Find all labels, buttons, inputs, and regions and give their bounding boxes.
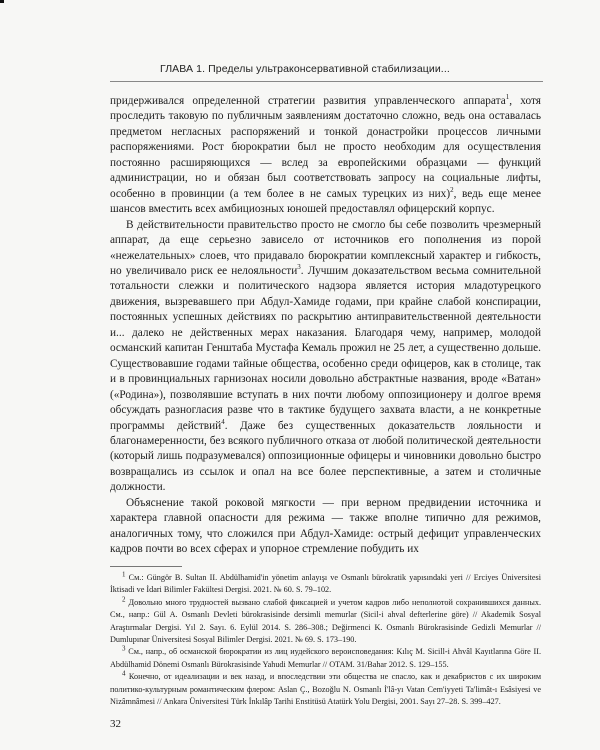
page-number: 32 xyxy=(110,718,121,730)
footnote-2 xyxy=(110,597,541,647)
paragraph-1 xyxy=(110,94,541,218)
footnote-ref-1[interactable]: 1 xyxy=(505,93,510,102)
footnote-ref-3[interactable]: 3 xyxy=(297,263,301,272)
footnote-number: 1 xyxy=(122,570,126,579)
footnote-text: См., напр., об османской бюрократии из лиц иудейского вероисповедания: Kılıç M. Sicill-i Ahvâl Kayıtlarına Göre II. Abdülhamid Dönemi Osmanlı Bürokrasisinde Yahudi Memurlar // OTAM. 31/Bahar 2012. S. 129–155. xyxy=(110,647,542,669)
footnotes xyxy=(110,572,541,708)
paragraph-1-part-c: , ведь еще менее шансов вместить всех амбициозных юношей предоставлял офицерский корпус. xyxy=(110,187,542,216)
footnote-ref-4[interactable]: 4 xyxy=(221,417,225,426)
paragraph-2-part-a: В действительности правительство просто не смогло бы себе позволить чрезмерный аппарат, да еще серьезно зависело от источников его пополнения из порой «нежелательных» слоев, что придавало бюрократии комплексный характер и гибкость, но увеличивало риск ее нелояльности xyxy=(110,218,541,277)
paragraph-3: Объяснение такой роковой мягкости — при верном предвидении источника и характера главной опасности для режима — также вполне типично для режимов, аналогичных тому, что сложился при Абдул-Хамиде: острый дефицит управленческих кадров почти во всех сферах и упорное стремление побудить их xyxy=(110,496,541,556)
footnote-separator xyxy=(110,566,182,567)
footnote-1 xyxy=(110,572,541,597)
paragraph-2-part-b: . Лучшим доказательством весьма сомнительной тотальности слежки и политического надзора является история младотурецкого движения, вызревавшего при Абдул-Хамиде годами, при крайне слабой конспирации, постоянных успешных действиях по раскрытию антиправительственной деятельности и... далеко не действенных мерах наказания. Благодаря чему, например, молодой османский капитан Генштаба Мустафа Кемаль прожил не 25 лет, а существенно дольше. Существовавшие годами тайные общества, особенно среди офицеров, как в столице, так и в провинциальных гарнизонах носили довольно абстрактные названия, вроде «Ватан» («Родина»), позволявшие вступать в них почти любому оппозиционеру и долгое время обсуждать разногласия разве что в тактике будущего захвата власти, а не конкретные программы действий xyxy=(110,264,542,432)
paragraph-2 xyxy=(110,218,541,496)
footnote-text: Довольно много трудностей вызвано слабой фиксацией и учетом кадров либо неполнотой сохранившихся данных. См., напр.: Gül A. Osmanlı Devleti bürokrasisinde dersimli memurlar (Sicil-i ahval defterlerine göre) // Akademik Sosyal Araştırmalar Dergisi. Yıl 2. Sayı. 6. Eylül 2014. S. 286–308.; Değirmenci K. Osmanlı Bürokrasisinde Gedizli Memurlar // Dumlupınar Üniversitesi Sosyal Bilimler Dergisi. 2021. № 69. S. 173–190. xyxy=(110,597,542,645)
footnote-4 xyxy=(110,671,541,708)
footnote-number: 3 xyxy=(122,644,126,653)
corner-crop-mark xyxy=(0,0,4,3)
paragraph-2-part-c: . Даже без существенных доказательств лояльности и благонамеренности, без всякого публичного отказа от любой политической деятельности (который лишь подразумевался) оппозиционные офицеры и чиновники довольно быстро возвращались из ссылок и опал на все более перспективные, а затем и столичные должности. xyxy=(110,419,541,494)
paragraph-1-part-a: придерживался определенной стратегии развития управленческого аппарата xyxy=(110,95,506,107)
footnote-3 xyxy=(110,646,541,671)
running-head: ГЛАВА 1. Пределы ультраконсервативной стабилизации... xyxy=(160,63,450,75)
footnote-text: Конечно, от идеализации и век назад, и впоследствии эти общества не спасло, как и декабристов с их широким политико-культурным романтическим флером: Aslan Ç., Bozoğlu N. Osmanlı İ'lâ-yı Vatan Cem'iyyeti Ta'limât-ı Esâsiyesi ve Nizâmnâmesi // Ankara Üniversitesi Türk İnkılâp Tarihi Enstitüsü Atatürk Yolu Dergisi, 2001. Sayı 27–28. S. 399–427. xyxy=(110,672,542,707)
footnote-ref-2[interactable]: 2 xyxy=(450,185,454,194)
footnote-number: 4 xyxy=(122,669,126,678)
header-rule xyxy=(110,81,543,82)
footnote-text: См.: Güngör B. Sultan II. Abdülhamid'in yönetim anlayışı ve Osmanlı bürokratik yapısındaki yeri // Erciyes Üniversitesi İktisadi ve İdari Bilimler Fakültesi Dergisi. 2021. № 60. S. 79–102. xyxy=(110,573,541,595)
footnote-number: 2 xyxy=(122,595,126,604)
paragraph-1-part-b: , хотя проследить таковую по публичным заявлениям достаточно сложно, ведь она оставалась предметом негласных распоряжений и тонкой донастройки процессов личными распоряжениями. Рост бюрократии был не просто необходим для осуществления постоянно расширяющихся — вслед за европейскими образцами — функций администрации, но и обязан был соответствовать запросу на социальные лифты, особенно в провинции (а тем более в не самых турецких из них) xyxy=(110,95,541,200)
main-text xyxy=(110,94,541,558)
